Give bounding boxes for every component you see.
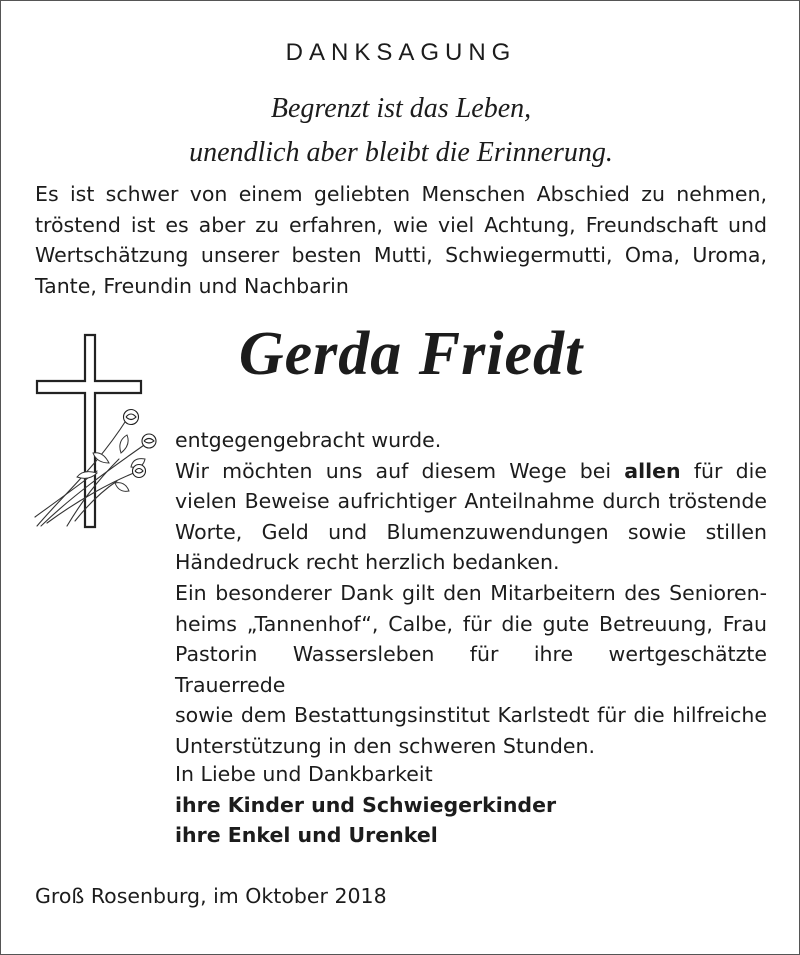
body-line: Worte, Geld und Blumenzuwendungen sowie stillen	[175, 519, 767, 544]
body-line: heims „Tannenhof“, Calbe, für die gute Betreuung, Frau	[175, 611, 767, 636]
motto-line: unendlich aber bleibt die Erinnerung.	[189, 137, 613, 168]
body-text-fragment: Wir möchten uns auf diesem Wege bei	[175, 458, 612, 483]
body-line: Unterstützung in den schweren Stunden.	[175, 733, 596, 758]
notice-heading: DANKSAGUNG	[285, 39, 517, 66]
emphasis-allen: allen	[624, 458, 681, 483]
motto	[1, 87, 800, 175]
intro-line: Wertschätzung unserer besten Mutti, Schwiegermutti, Oma, Uroma,	[35, 243, 767, 268]
body-line: entgegengebracht wurde.	[175, 428, 442, 452]
family-line: ihre Kinder und Schwiegerkinder	[175, 792, 557, 817]
intro-line: tröstend ist es aber zu erfahren, wie viel Achtung, Freundschaft und	[35, 212, 767, 237]
body-line: Händedruck recht herzlich bedanken.	[175, 550, 560, 575]
place-and-date: Groß Rosenburg, im Oktober 2018	[35, 884, 387, 908]
intro-line: Tante, Freundin und Nachbarin	[35, 273, 349, 298]
signature-block	[175, 759, 767, 851]
body-line: Ein besonderer Dank gilt den Mitarbeitern des Senioren-	[175, 580, 767, 605]
body-text-fragment: für die	[693, 458, 767, 483]
body-line	[175, 456, 767, 487]
body-line: sowie dem Bestattungsinstitut Karlstedt für die hilfreiche	[175, 703, 767, 728]
thanks-paragraph	[175, 425, 767, 762]
family-line: ihre Enkel und Urenkel	[175, 823, 438, 848]
intro-paragraph	[35, 179, 767, 301]
closing-line: In Liebe und Dankbarkeit	[175, 762, 433, 786]
deceased-name: Gerda Friedt	[238, 320, 584, 388]
body-line: vielen Beweise aufrichtiger Anteilnahme durch tröstende	[175, 489, 767, 514]
intro-line: Es ist schwer von einem geliebten Menschen Abschied zu nehmen,	[35, 182, 767, 206]
motto-line: Begrenzt ist das Leben,	[270, 93, 532, 124]
body-line: Pastorin Wassersleben für ihre wertgeschätzte Trauerrede	[175, 642, 767, 697]
